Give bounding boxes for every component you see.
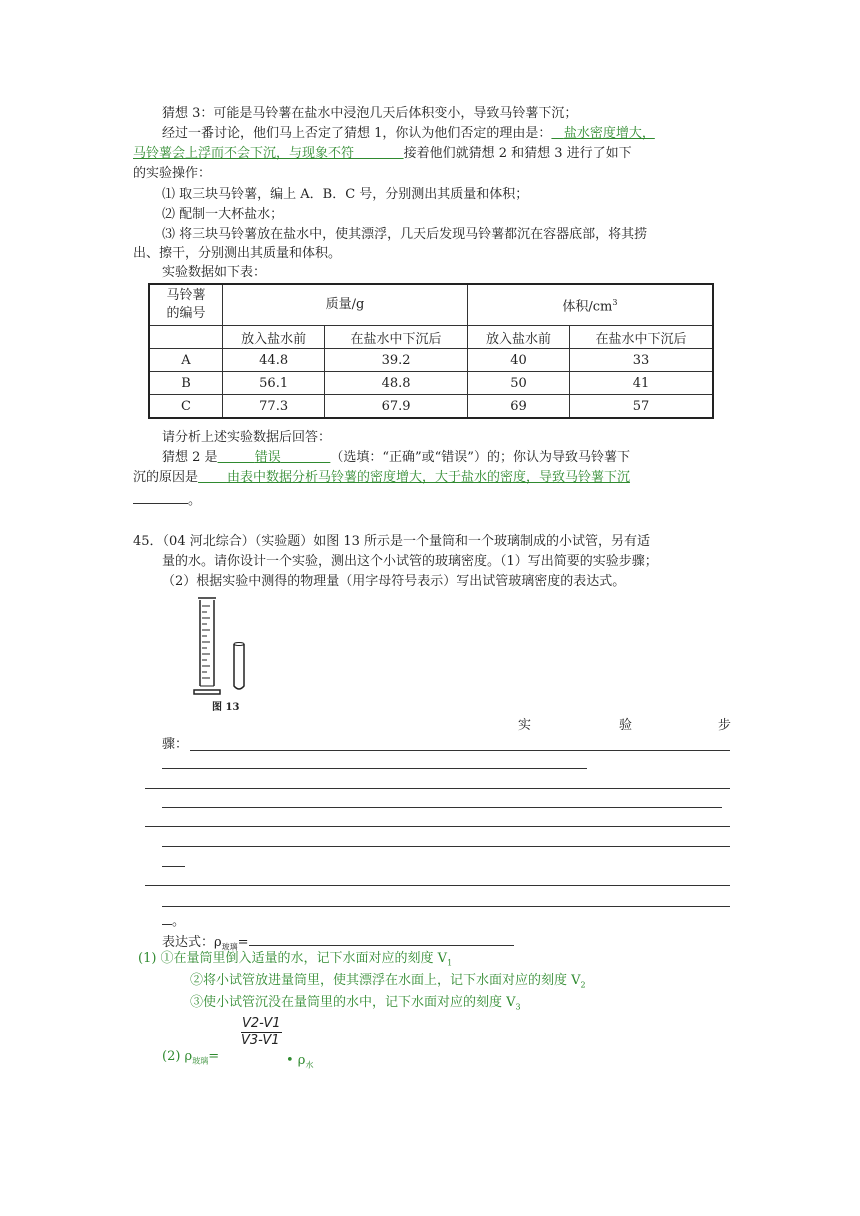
- steps-label-char-4: 骤：: [162, 737, 189, 752]
- step-3-line-2: 出、擦干，分别测出其质量和体积。: [133, 246, 342, 261]
- expression-blank[interactable]: [249, 931, 514, 946]
- answer-blank-line[interactable]: [145, 788, 730, 789]
- cell-mass-before: 56.1: [223, 372, 325, 395]
- graduated-cylinder-figure: [190, 592, 260, 704]
- table-intro: 实验数据如下表：: [162, 265, 267, 280]
- guess-2-mid: （选填：“正确”或“错误”）的；你认为导致马铃薯下: [330, 450, 630, 465]
- cell-mass-before: 44.8: [223, 349, 325, 372]
- density-fraction: [241, 1016, 282, 1049]
- answer-step-3: ③使小试管沉没在量筒里的水中，记下水面对应的刻度 $V_3$: [190, 995, 521, 1012]
- answer-blank-line[interactable]: [190, 750, 730, 751]
- header-mass: 质量/g: [223, 284, 468, 326]
- answer-expression: (2) $\rho_{玻璃}=$: [162, 1049, 220, 1066]
- answer-blank-line[interactable]: [162, 866, 185, 867]
- expression-line: 表达式：$\rho_{玻璃}=$: [162, 931, 514, 957]
- question-45-line-2: 量的水。请你设计一个实验，测出这个小试管的玻璃密度。（1）写出简要的实验步骤；: [162, 554, 658, 569]
- answer-blank-line[interactable]: [162, 906, 730, 907]
- subheader-mass-before: 放入盐水前: [223, 326, 325, 349]
- guess-2-answer: 错误: [254, 450, 281, 465]
- guess-2-line: [162, 449, 630, 467]
- subheader-volume-after: 在盐水中下沉后: [570, 326, 713, 349]
- cell-mass-after: 39.2: [325, 349, 468, 372]
- step-1: ⑴ 取三块马铃薯，编上 A．B．C 号，分别测出其质量和体积；: [162, 187, 529, 202]
- guess-2-prefix: 猜想 2 是: [162, 450, 218, 465]
- fraction-denominator: V3-V1: [241, 1033, 280, 1048]
- figure-label: 图 13: [212, 702, 240, 713]
- steps-label-char-1: 实: [518, 718, 532, 733]
- cell-mass-after: 48.8: [325, 372, 468, 395]
- discussion-prefix: 经过一番讨论，他们马上否定了猜想 1，你认为他们否定的理由是：: [162, 126, 552, 141]
- answer-blank-line[interactable]: [162, 768, 587, 769]
- cell-volume-before: 69: [467, 395, 569, 419]
- answer-blank-line[interactable]: [162, 807, 722, 808]
- data-table: [148, 283, 714, 419]
- cell-volume-after: 57: [570, 395, 713, 419]
- answer-step-2: ②将小试管放进量筒里，使其漂浮在水面上，记下水面对应的刻度 $V_2$: [190, 973, 586, 990]
- question-45-line-3: （2）根据实验中测得的物理量（用字母符号表示）写出试管玻璃密度的表达式。: [162, 574, 626, 589]
- cause-line: [133, 469, 630, 487]
- cell-volume-before: 50: [467, 372, 569, 395]
- steps-label-char-2: 验: [619, 718, 633, 733]
- test-tube: [234, 643, 244, 690]
- cell-id: B: [149, 372, 223, 395]
- cell-id: C: [149, 395, 223, 419]
- steps-label-char-3: 步: [718, 718, 732, 733]
- table-row: [149, 349, 713, 372]
- subheader-empty: [149, 326, 223, 349]
- cell-mass-after: 67.9: [325, 395, 468, 419]
- answer-reason-part1: 盐水密度增大，: [563, 126, 655, 141]
- guess-3-text: 猜想 3：可能是马铃薯在盐水中浸泡几天后体积变小，导致马铃薯下沉；: [162, 106, 578, 121]
- question-45-line-1: 45．（04 河北综合）（实验题）如图 13 所示是一个量筒和一个玻璃制成的小试管，另有适: [133, 534, 651, 549]
- cell-id: A: [149, 349, 223, 372]
- subheader-volume-before: 放入盐水前: [467, 326, 569, 349]
- header-volume: 体积$/cm^3$: [467, 284, 713, 326]
- step-3-line-1: ⑶ 将三块马铃薯放在盐水中，使其漂浮，几天后发现马铃薯都沉在容器底部，将其捞: [162, 227, 648, 242]
- answer-blank-line[interactable]: [145, 885, 730, 886]
- header-id: 马铃薯 的编号: [149, 284, 223, 326]
- step-2: ⑵ 配制一大杯盐水；: [162, 207, 284, 222]
- cause-answer: 由表中数据分析马铃薯的密度增大，大于盐水的密度，导致马铃薯下沉: [226, 470, 630, 485]
- subheader-mass-after: 在盐水中下沉后: [325, 326, 468, 349]
- discussion-line-2: [133, 145, 632, 163]
- cell-volume-before: 40: [467, 349, 569, 372]
- analysis-prompt: 请分析上述实验数据后回答：: [162, 430, 332, 445]
- answer-step-1: (1) ①在量筒里倒入适量的水，记下水面对应的刻度 $V_1$: [138, 951, 453, 968]
- cause-prefix: 沉的原因是: [133, 470, 199, 485]
- table-row: [149, 372, 713, 395]
- fraction-numerator: V2-V1: [242, 1016, 281, 1031]
- answer-reason-part2: 马铃薯会上浮而不会下沉，与现象不符: [133, 146, 355, 161]
- discussion-line: [162, 125, 655, 143]
- graduated-cylinder: [194, 598, 220, 694]
- table-row: [149, 395, 713, 419]
- cell-mass-before: 77.3: [223, 395, 325, 419]
- answer-blank-line[interactable]: [145, 826, 730, 827]
- cause-end-line: 。: [133, 489, 201, 510]
- answer-blank-line[interactable]: [162, 846, 730, 847]
- cell-volume-after: 33: [570, 349, 713, 372]
- blank-end-line: 。: [162, 910, 185, 931]
- discussion-suffix: 接着他们就猜想 2 和猜想 3 进行了如下: [403, 146, 632, 161]
- discussion-end: 的实验操作：: [133, 166, 212, 181]
- cell-volume-after: 41: [570, 372, 713, 395]
- answer-water-density: • $\rho_水$: [286, 1053, 314, 1070]
